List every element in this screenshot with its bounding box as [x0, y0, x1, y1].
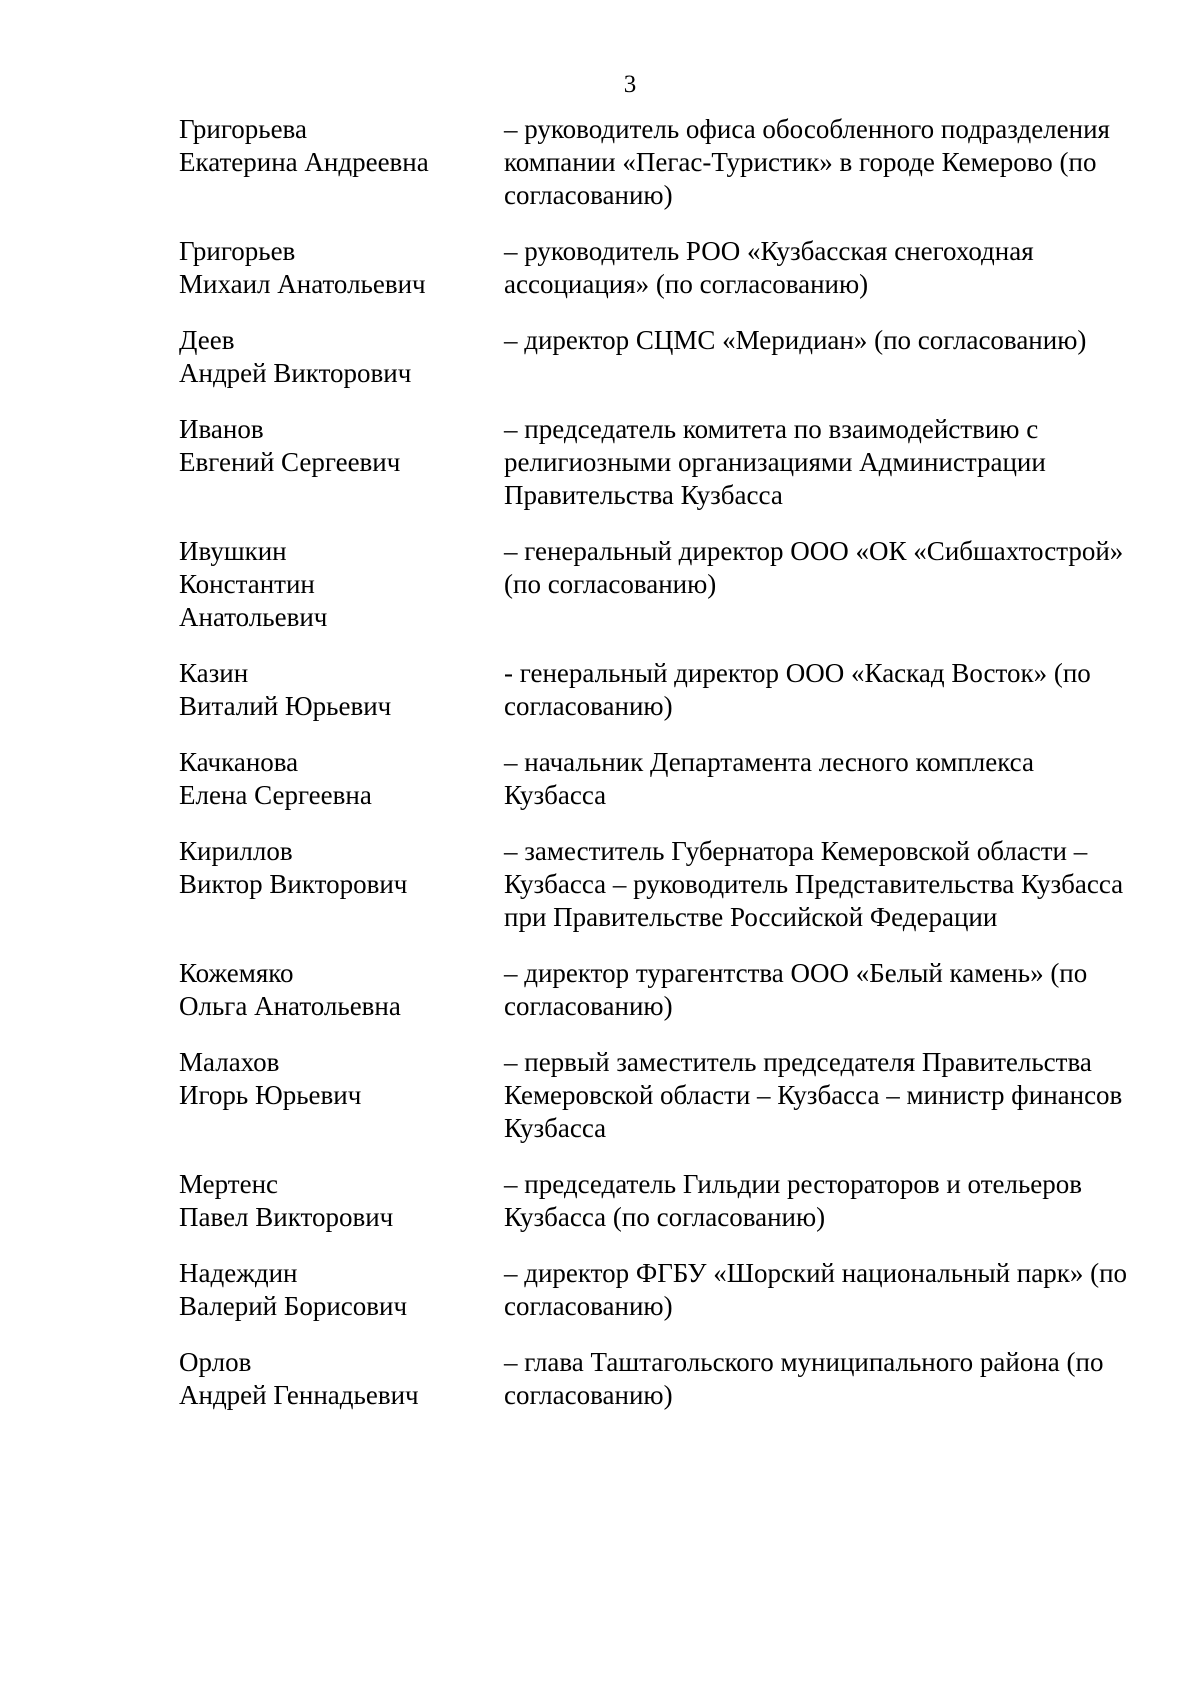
member-role: – председатель Гильдии рестораторов и отельеров Кузбасса (по согласованию)	[504, 1169, 1083, 1232]
list-item	[179, 1168, 1139, 1234]
list-item	[179, 324, 1139, 390]
member-name: Качканова Елена Сергеевна	[179, 747, 372, 810]
member-name: Ивушкин Константин Анатольевич	[179, 536, 328, 632]
list-item	[179, 657, 1139, 723]
member-role: – первый заместитель председателя Правительства Кемеровской области – Кузбасса – министр финансов Кузбасса	[504, 1047, 1123, 1143]
member-name: Деев Андрей Викторович	[179, 325, 412, 388]
list-item	[179, 835, 1139, 934]
member-name: Малахов Игорь Юрьевич	[179, 1047, 362, 1110]
list-item	[179, 957, 1139, 1023]
list-item	[179, 113, 1139, 212]
member-role: – руководитель РОО «Кузбасская снегоходная ассоциация» (по согласованию)	[504, 236, 1034, 299]
member-role: – генеральный директор ООО «ОК «Сибшахтострой» (по согласованию)	[504, 536, 1124, 599]
member-name: Мертенс Павел Викторович	[179, 1169, 394, 1232]
member-role: - генеральный директор ООО «Каскад Восток» (по согласованию)	[504, 658, 1091, 721]
member-name: Казин Виталий Юрьевич	[179, 658, 392, 721]
list-item	[179, 1346, 1139, 1412]
member-role: – директор ФГБУ «Шорский национальный парк» (по согласованию)	[504, 1258, 1128, 1321]
member-role: – заместитель Губернатора Кемеровской области – Кузбасса – руководитель Представительства Кузбасса при Правительстве Российской Федерации	[504, 836, 1124, 932]
member-role: – глава Таштагольского муниципального района (по согласованию)	[504, 1347, 1104, 1410]
member-name: Кириллов Виктор Викторович	[179, 836, 408, 899]
list-item	[179, 1046, 1139, 1145]
member-name: Григорьева Екатерина Андреевна	[179, 114, 429, 177]
member-role: – начальник Департамента лесного комплекса Кузбасса	[504, 747, 1034, 810]
member-name: Иванов Евгений Сергеевич	[179, 414, 401, 477]
member-name: Орлов Андрей Геннадьевич	[179, 1347, 419, 1410]
member-name: Кожемяко Ольга Анатольевна	[179, 958, 401, 1021]
page-number: 3	[623, 71, 637, 98]
member-role: – руководитель офиса обособленного подразделения компании «Пегас-Туристик» в городе Кемерово (по согласованию)	[504, 114, 1110, 210]
member-role: – директор турагентства ООО «Белый камень» (по согласованию)	[504, 958, 1088, 1021]
list-item	[179, 1257, 1139, 1323]
member-role: – председатель комитета по взаимодействию с религиозными организациями Администрации Правительства Кузбасса	[504, 414, 1046, 510]
list-item	[179, 413, 1139, 512]
list-item	[179, 235, 1139, 301]
member-role: – директор СЦМС «Меридиан» (по согласованию)	[504, 325, 1087, 355]
member-name: Григорьев Михаил Анатольевич	[179, 236, 426, 299]
list-item	[179, 746, 1139, 812]
member-name: Надеждин Валерий Борисович	[179, 1258, 408, 1321]
member-list	[179, 113, 1139, 1435]
list-item	[179, 535, 1139, 634]
